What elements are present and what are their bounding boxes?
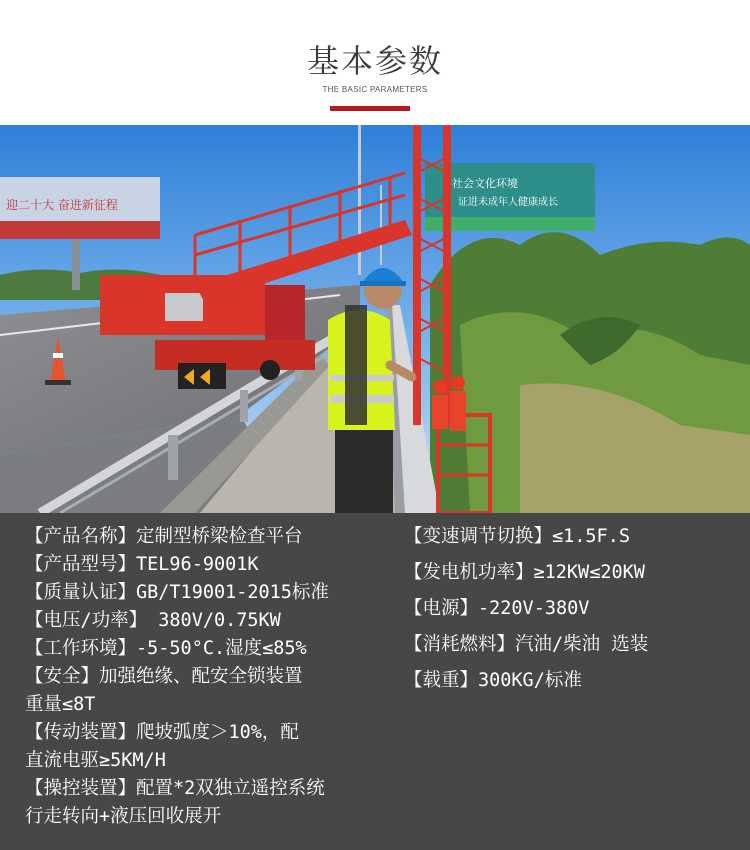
page-subtitle: THE BASIC PARAMETERS (322, 85, 428, 94)
spec-column-left (25, 523, 395, 831)
spec-safety: 【安全】加强绝缘、配安全锁装置 (25, 666, 303, 687)
spec-power-supply: 【电源】-220V-380V (404, 598, 590, 619)
spec-column-right (404, 523, 724, 703)
spec-control: 【操控装置】配置*2双独立遥控系统 (25, 778, 325, 799)
spec-speed-switch: 【变速调节切换】≤1.5F.S (404, 526, 630, 547)
spec-load: 【载重】300KG/标准 (404, 670, 582, 691)
billboard-left-text: 迎二十大 奋进新征程 (6, 198, 118, 212)
spec-product-name: 【产品名称】定制型桥梁检查平台 (25, 526, 303, 547)
spec-weight: 重量≤8T (25, 694, 96, 715)
spec-control-cont: 行走转向+液压回收展开 (25, 806, 222, 827)
spec-model: 【产品型号】TEL96-9001K (25, 554, 259, 575)
billboard-right-text-1: 社会文化环境 (452, 177, 518, 190)
billboard-right-text-2: 证进未成年人健康成长 (458, 197, 558, 208)
title-accent-bar (330, 106, 410, 111)
spec-certification: 【质量认证】GB/T19001-2015标准 (25, 582, 329, 603)
spec-voltage-power: 【电压/功率】 380V/0.75KW (25, 610, 281, 631)
header (0, 0, 750, 125)
page-title: 基本参数 (306, 42, 443, 80)
spec-environment: 【工作环境】-5-50°C.湿度≤85% (25, 638, 307, 659)
spec-generator-power: 【发电机功率】≥12KW≤20KW (404, 562, 645, 583)
spec-fuel: 【消耗燃料】汽油/柴油 选装 (404, 634, 649, 655)
spec-transmission: 【传动装置】爬坡弧度＞10%，配 (25, 722, 299, 743)
product-photo (0, 125, 750, 513)
spec-panel (0, 513, 750, 850)
spec-transmission-cont: 直流电驱≥5KM/H (25, 750, 166, 771)
